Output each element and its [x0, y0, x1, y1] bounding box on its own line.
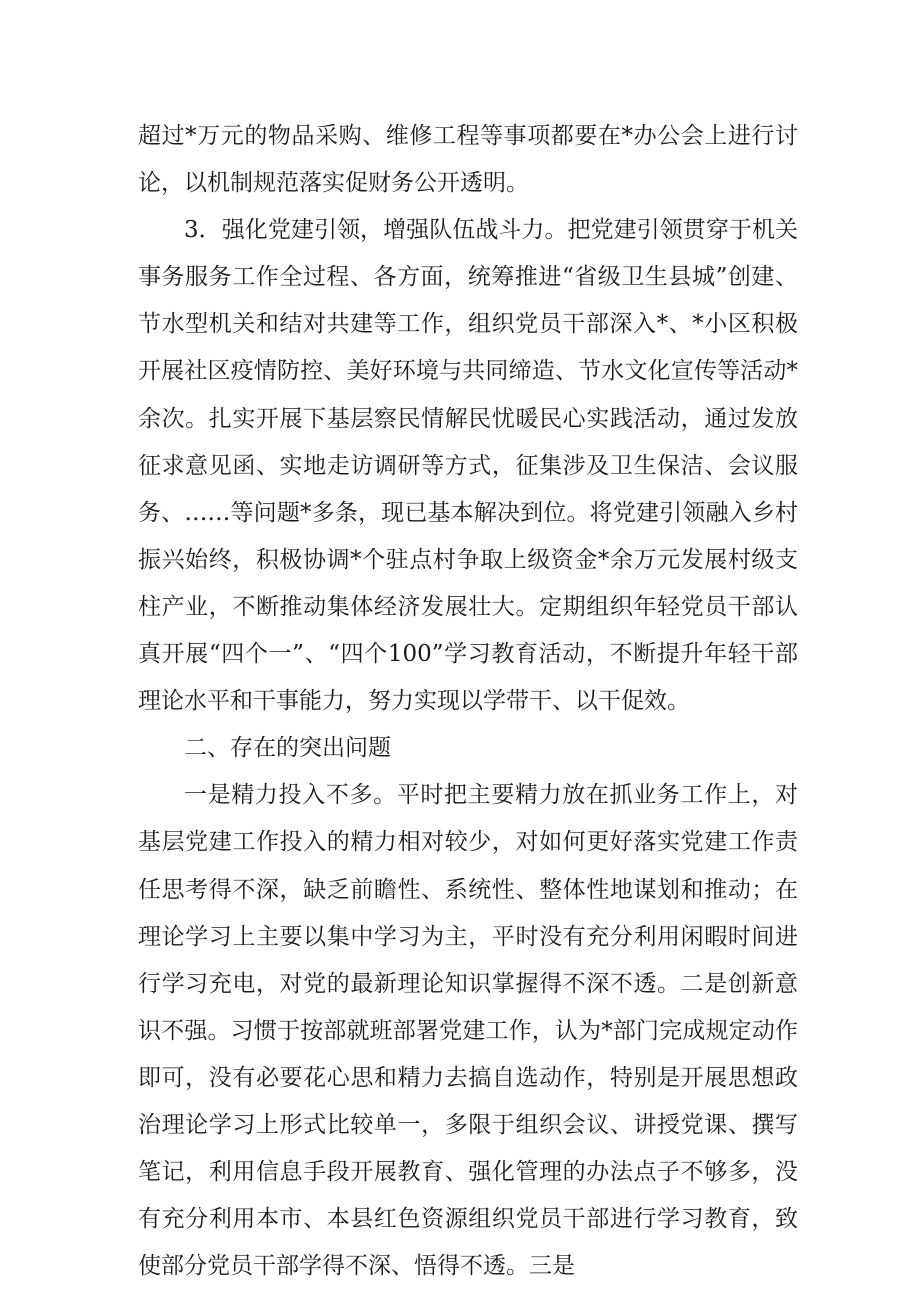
section-heading: 二、存在的突出问题 — [184, 735, 391, 762]
paragraph-continuation: 超过*万元的物品采购、维修工程等事项都要在*办公会上进行讨论，以机制规范落实促财务公开透明。 — [138, 123, 798, 197]
paragraph-item-3: 3．强化党建引领，增强队伍战斗力。把党建引领贯穿于机关事务服务工作全过程、各方面，统筹推进“省级卫生县城”创建、节水型机关和结对共建等工作，组织党员干部深入*、*小区积极开展社区疫情防控、美好环境与共同缔造、节水文化宣传等活动*余次。扎实开展下基层察民情解民忧暖民心实践活动，通过发放征求意见函、实地走访调研等方式，征集涉及卫生保洁、会议服务、……等问题*多条，现已基本解决到位。将党建引领融入乡村振兴始终，积极协调*个驻点村争取上级资金*余万元发展村级支柱产业，不断推动集体经济发展壮大。定期组织年轻党员干部认真开展“四个一”、“四个100”学习教育活动，不断提升年轻干部理论水平和干事能力，努力实现以学带干、以干促效。 — [138, 217, 798, 715]
document-page — [138, 113, 798, 1290]
paragraph-problems: 一是精力投入不多。平时把主要精力放在抓业务工作上，对基层党建工作投入的精力相对较少，对如何更好落实党建工作责任思考得不深，缺乏前瞻性、系统性、整体性地谋划和推动；在理论学习上主要以集中学习为主，平时没有充分利用闲暇时间进行学习充电，对党的最新理论知识掌握得不深不透。二是创新意识不强。习惯于按部就班部署党建工作，认为*部门完成规定动作即可，没有必要花心思和精力去搞自选动作，特别是开展思想政治理论学习上形式比较单一，多限于组织会议、讲授党课、撰写笔记，利用信息手段开展教育、强化管理的办法点子不够多，没有充分利用本市、本县红色资源组织党员干部进行学习教育，致使部分党员干部学得不深、悟得不透。三是 — [138, 782, 798, 1280]
